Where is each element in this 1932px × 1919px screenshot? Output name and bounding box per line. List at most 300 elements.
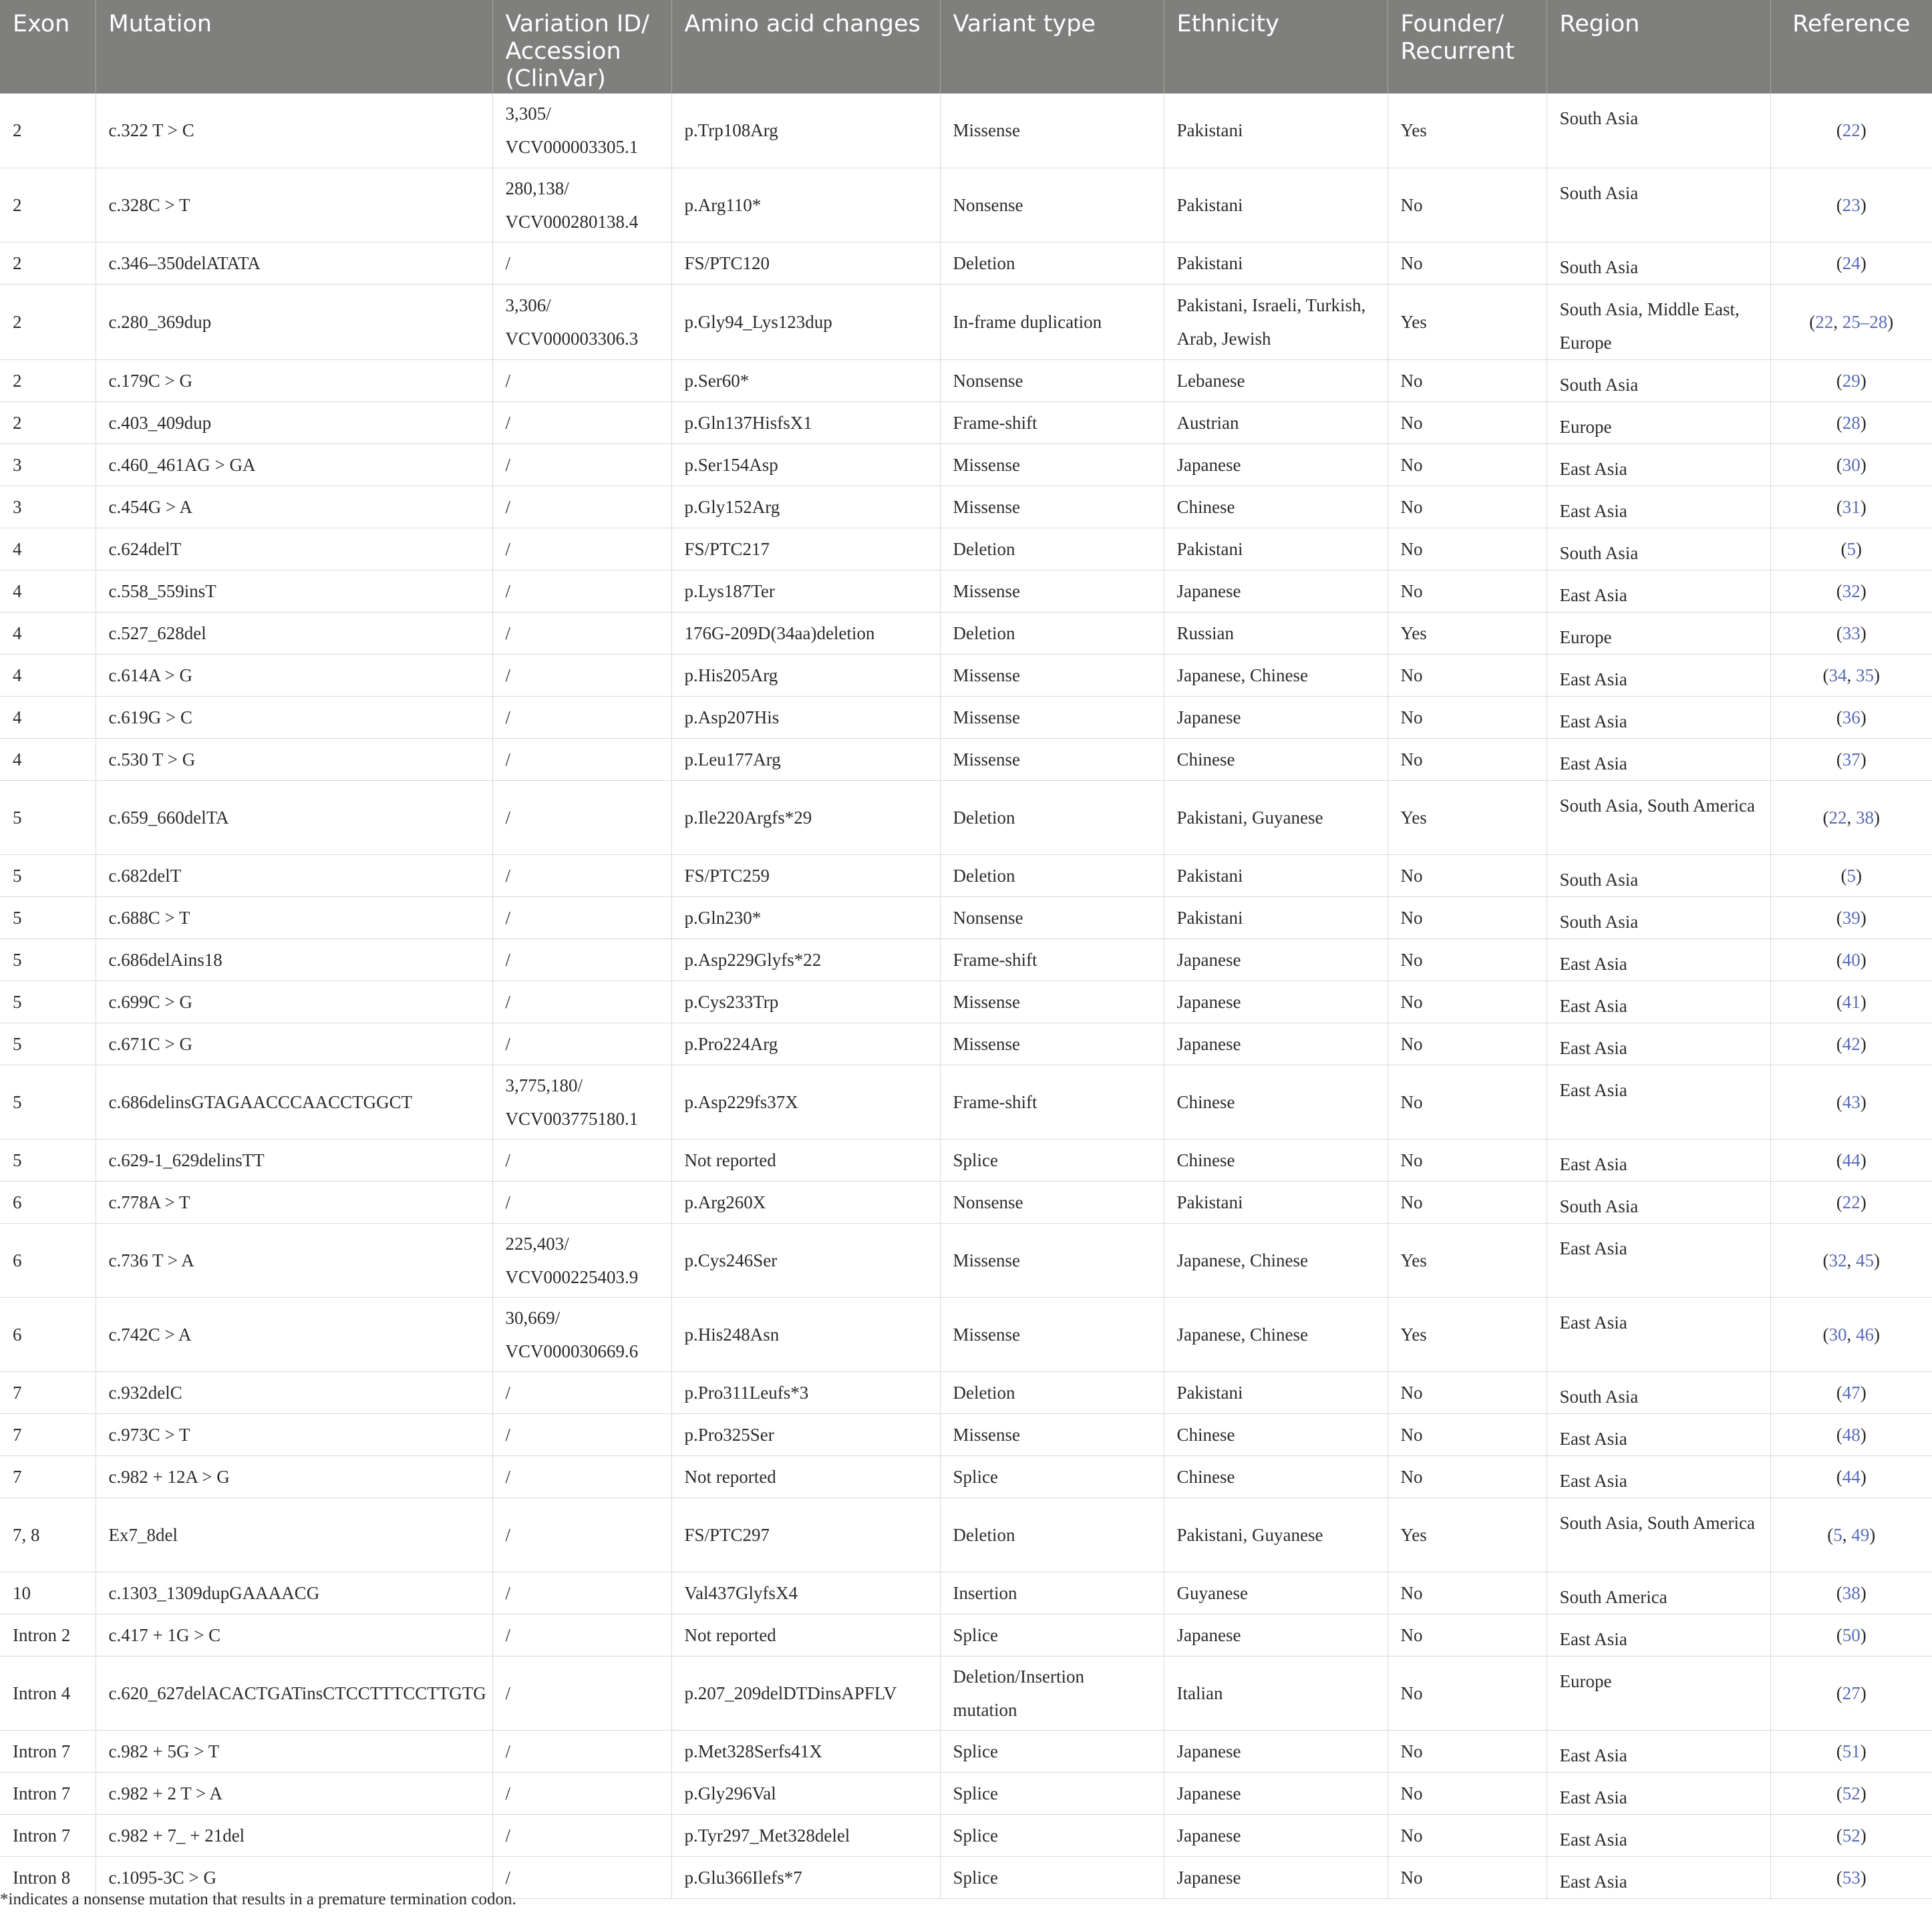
header-variation-id: Variation ID/ Accession (ClinVar) [492, 0, 671, 94]
cell-variant-type: Insertion [940, 1572, 1164, 1614]
cell-variation-id: / [492, 1572, 671, 1614]
cell-founder-recurrent: No [1388, 1814, 1547, 1856]
reference-open-paren: ( [1836, 949, 1842, 970]
reference-open-paren: ( [1836, 991, 1842, 1012]
cell-amino-acid-change: FS/PTC259 [671, 854, 940, 896]
reference-close-paren: ) [1860, 749, 1867, 769]
cell-region: East Asia [1547, 1772, 1770, 1814]
reference-open-paren: ( [1836, 1624, 1842, 1645]
cell-founder-recurrent: Yes [1388, 284, 1547, 359]
cell-mutation: c.1303_1309dupGAAAACG [96, 1572, 492, 1614]
cell-reference [1770, 486, 1932, 528]
reference-open-paren: ( [1836, 496, 1842, 517]
table-row [0, 981, 1932, 1023]
cell-variant-type: Missense [940, 1023, 1164, 1065]
cell-founder-recurrent: Yes [1388, 1223, 1547, 1297]
reference-open-paren: ( [1809, 311, 1816, 332]
cell-exon: 5 [0, 938, 96, 981]
cell-ethnicity: Japanese [1164, 938, 1388, 981]
table-row [0, 1413, 1932, 1455]
cell-mutation: Ex7_8del [96, 1498, 492, 1572]
table-row [0, 1223, 1932, 1297]
cell-variation-id: 3,775,180/ VCV003775180.1 [492, 1065, 671, 1139]
reference-separator: , [1842, 1524, 1852, 1545]
reference-link[interactable]: 52 [1842, 1783, 1861, 1803]
cell-amino-acid-change: p.Tyr297_Met328delel [671, 1814, 940, 1856]
cell-variation-id: / [492, 242, 671, 284]
reference-open-paren: ( [1836, 1867, 1842, 1888]
cell-variant-type: Nonsense [940, 896, 1164, 938]
reference-link[interactable]: 35 [1856, 665, 1874, 685]
cell-reference [1770, 284, 1932, 359]
reference-link[interactable]: 30 [1828, 1324, 1847, 1345]
cell-ethnicity: Pakistani, Guyanese [1164, 1498, 1388, 1572]
cell-variant-type: Missense [940, 1297, 1164, 1371]
cell-variant-type: Deletion [940, 612, 1164, 654]
cell-variant-type: Splice [940, 1455, 1164, 1498]
cell-amino-acid-change: 176G-209D(34aa)deletion [671, 612, 940, 654]
reference-close-paren: ) [1860, 252, 1867, 273]
header-amino-acid-changes: Amino acid changes [671, 0, 940, 94]
cell-amino-acid-change: Not reported [671, 1455, 940, 1498]
cell-mutation: c.686delinsGTAGAACCCAACCTGGCT [96, 1065, 492, 1139]
table-row [0, 528, 1932, 570]
cell-exon: 2 [0, 168, 96, 242]
reference-close-paren: ) [1874, 665, 1880, 685]
reference-link[interactable]: 22 [1842, 1192, 1861, 1212]
cell-variant-type: Splice [940, 1856, 1164, 1898]
cell-ethnicity: Chinese [1164, 1139, 1388, 1181]
table-row [0, 738, 1932, 780]
cell-founder-recurrent: No [1388, 981, 1547, 1023]
table-row [0, 1498, 1932, 1572]
table-row [0, 401, 1932, 444]
cell-exon: 7 [0, 1371, 96, 1413]
reference-link[interactable]: 48 [1842, 1424, 1861, 1445]
cell-region: South Asia, Middle East, Europe [1547, 284, 1770, 359]
cell-mutation: c.671C > G [96, 1023, 492, 1065]
cell-mutation: c.558_559insT [96, 570, 492, 612]
table-row [0, 1614, 1932, 1656]
cell-founder-recurrent: Yes [1388, 612, 1547, 654]
reference-separator: , [1846, 665, 1856, 685]
cell-variant-type: Splice [940, 1614, 1164, 1656]
cell-mutation: c.346–350delATATA [96, 242, 492, 284]
cell-mutation: c.620_627delACACTGATinsCTCCTTTCCTTGTG [96, 1656, 492, 1730]
reference-close-paren: ) [1856, 865, 1862, 886]
reference-close-paren: ) [1874, 1250, 1880, 1270]
reference-open-paren: ( [1836, 749, 1842, 769]
table-row [0, 1455, 1932, 1498]
cell-founder-recurrent: No [1388, 359, 1547, 401]
cell-founder-recurrent: No [1388, 1656, 1547, 1730]
cell-variant-type: Splice [940, 1730, 1164, 1772]
cell-exon: 5 [0, 854, 96, 896]
reference-open-paren: ( [1836, 412, 1842, 433]
cell-amino-acid-change: FS/PTC120 [671, 242, 940, 284]
reference-close-paren: ) [1860, 1867, 1867, 1888]
cell-amino-acid-change: p.Glu366Ilefs*7 [671, 1856, 940, 1898]
cell-region: Europe [1547, 612, 1770, 654]
cell-reference [1770, 854, 1932, 896]
cell-ethnicity: Japanese [1164, 1023, 1388, 1065]
cell-variation-id: / [492, 401, 671, 444]
cell-founder-recurrent: No [1388, 528, 1547, 570]
cell-variation-id: / [492, 854, 671, 896]
table-row [0, 938, 1932, 981]
cell-founder-recurrent: Yes [1388, 1297, 1547, 1371]
cell-amino-acid-change: p.Gln137HisfsX1 [671, 401, 940, 444]
cell-exon: 4 [0, 654, 96, 696]
reference-open-paren: ( [1836, 1683, 1842, 1703]
cell-variation-id: 280,138/ VCV000280138.4 [492, 168, 671, 242]
cell-reference [1770, 1614, 1932, 1656]
reference-close-paren: ) [1869, 1524, 1876, 1545]
cell-variation-id: / [492, 738, 671, 780]
cell-ethnicity: Japanese [1164, 1730, 1388, 1772]
cell-ethnicity: Japanese [1164, 444, 1388, 486]
cell-ethnicity: Pakistani [1164, 854, 1388, 896]
reference-close-paren: ) [1860, 1382, 1867, 1403]
reference-link[interactable]: 24 [1842, 252, 1861, 273]
cell-reference [1770, 780, 1932, 854]
cell-variation-id: / [492, 1772, 671, 1814]
cell-mutation: c.403_409dup [96, 401, 492, 444]
cell-founder-recurrent: No [1388, 1413, 1547, 1455]
cell-region: Europe [1547, 1656, 1770, 1730]
cell-variation-id: / [492, 1181, 671, 1223]
cell-variant-type: Deletion [940, 1498, 1164, 1572]
cell-reference [1770, 1772, 1932, 1814]
cell-variant-type: Missense [940, 1223, 1164, 1297]
cell-mutation: c.688C > T [96, 896, 492, 938]
cell-amino-acid-change: p.Asp207His [671, 696, 940, 738]
cell-reference [1770, 1455, 1932, 1498]
cell-amino-acid-change: p.207_209delDTDinsAPFLV [671, 1656, 940, 1730]
cell-variant-type: Splice [940, 1139, 1164, 1181]
reference-close-paren: ) [1860, 1150, 1867, 1170]
cell-reference [1770, 1297, 1932, 1371]
reference-open-paren: ( [1822, 1250, 1829, 1270]
cell-region: East Asia [1547, 1814, 1770, 1856]
reference-link[interactable]: 37 [1842, 749, 1861, 769]
cell-founder-recurrent: No [1388, 1181, 1547, 1223]
cell-amino-acid-change: p.Ser154Asp [671, 444, 940, 486]
cell-mutation: c.736 T > A [96, 1223, 492, 1297]
cell-founder-recurrent: Yes [1388, 780, 1547, 854]
reference-close-paren: ) [1860, 1783, 1867, 1803]
reference-link[interactable]: 5 [1846, 865, 1856, 886]
table-row [0, 284, 1932, 359]
cell-region: East Asia [1547, 738, 1770, 780]
reference-open-paren: ( [1836, 1466, 1842, 1487]
cell-variant-type: Nonsense [940, 1181, 1164, 1223]
cell-amino-acid-change: p.Arg260X [671, 1181, 940, 1223]
reference-open-paren: ( [1836, 1582, 1842, 1603]
cell-region: East Asia [1547, 486, 1770, 528]
cell-amino-acid-change: p.Cys246Ser [671, 1223, 940, 1297]
cell-founder-recurrent: No [1388, 1371, 1547, 1413]
reference-link[interactable]: 44 [1842, 1150, 1861, 1170]
cell-variation-id: / [492, 938, 671, 981]
reference-link[interactable]: 38 [1842, 1582, 1861, 1603]
reference-link[interactable]: 41 [1842, 991, 1861, 1012]
table-row [0, 654, 1932, 696]
reference-separator: , [1833, 311, 1842, 332]
cell-region: South Asia, South America [1547, 780, 1770, 854]
cell-exon: 6 [0, 1297, 96, 1371]
reference-open-paren: ( [1822, 807, 1829, 828]
cell-region: East Asia [1547, 981, 1770, 1023]
cell-region: East Asia [1547, 1297, 1770, 1371]
reference-link[interactable]: 42 [1842, 1033, 1861, 1054]
cell-ethnicity: Chinese [1164, 1413, 1388, 1455]
reference-open-paren: ( [1822, 665, 1829, 685]
table-row [0, 1814, 1932, 1856]
cell-ethnicity: Pakistani [1164, 168, 1388, 242]
cell-variation-id: / [492, 1730, 671, 1772]
cell-exon: 2 [0, 94, 96, 168]
cell-reference [1770, 1181, 1932, 1223]
header-variant-type: Variant type [940, 0, 1164, 94]
cell-founder-recurrent: Yes [1388, 1498, 1547, 1572]
cell-mutation: c.742C > A [96, 1297, 492, 1371]
reference-separator: , [1846, 807, 1856, 828]
cell-founder-recurrent: No [1388, 1455, 1547, 1498]
reference-open-paren: ( [1840, 538, 1847, 559]
cell-reference [1770, 444, 1932, 486]
cell-variant-type: Missense [940, 654, 1164, 696]
cell-exon: 7 [0, 1413, 96, 1455]
cell-founder-recurrent: No [1388, 696, 1547, 738]
cell-variant-type: Deletion/Insertion mutation [940, 1656, 1164, 1730]
cell-reference [1770, 738, 1932, 780]
cell-exon: Intron 2 [0, 1614, 96, 1656]
table-row [0, 780, 1932, 854]
reference-open-paren: ( [1836, 1033, 1842, 1054]
reference-open-paren: ( [1822, 1324, 1829, 1345]
cell-mutation: c.1095-3C > G [96, 1856, 492, 1898]
cell-exon: 2 [0, 359, 96, 401]
cell-variation-id: / [492, 570, 671, 612]
reference-link[interactable]: 39 [1842, 907, 1861, 928]
cell-reference [1770, 696, 1932, 738]
cell-amino-acid-change: p.Trp108Arg [671, 94, 940, 168]
cell-variant-type: Missense [940, 486, 1164, 528]
reference-separator: , [1846, 1250, 1856, 1270]
cell-variation-id: 225,403/ VCV000225403.9 [492, 1223, 671, 1297]
reference-close-paren: ) [1860, 991, 1867, 1012]
cell-ethnicity: Pakistani [1164, 242, 1388, 284]
reference-close-paren: ) [1860, 454, 1867, 475]
reference-link[interactable]: 29 [1842, 370, 1861, 391]
cell-reference [1770, 1413, 1932, 1455]
reference-link[interactable]: 34 [1828, 665, 1847, 685]
cell-reference [1770, 401, 1932, 444]
cell-exon: Intron 7 [0, 1814, 96, 1856]
reference-link[interactable]: 49 [1851, 1524, 1870, 1545]
reference-close-paren: ) [1860, 1624, 1867, 1645]
cell-founder-recurrent: No [1388, 1139, 1547, 1181]
cell-reference [1770, 1730, 1932, 1772]
cell-exon: Intron 4 [0, 1656, 96, 1730]
cell-amino-acid-change: Not reported [671, 1614, 940, 1656]
reference-link[interactable]: 31 [1842, 496, 1861, 517]
cell-ethnicity: Japanese [1164, 1856, 1388, 1898]
cell-exon: 5 [0, 780, 96, 854]
cell-variant-type: Deletion [940, 780, 1164, 854]
reference-link[interactable]: 36 [1842, 707, 1861, 727]
reference-link[interactable]: 30 [1842, 454, 1861, 475]
cell-region: East Asia [1547, 1223, 1770, 1297]
cell-amino-acid-change: Not reported [671, 1139, 940, 1181]
cell-mutation: c.624delT [96, 528, 492, 570]
cell-reference [1770, 168, 1932, 242]
cell-region: East Asia [1547, 1413, 1770, 1455]
reference-link[interactable]: 47 [1842, 1382, 1861, 1403]
cell-variation-id: / [492, 1656, 671, 1730]
reference-link[interactable]: 25–28 [1842, 311, 1888, 332]
cell-ethnicity: Chinese [1164, 1065, 1388, 1139]
cell-variation-id: / [492, 1371, 671, 1413]
cell-region: South Asia [1547, 896, 1770, 938]
reference-close-paren: ) [1860, 194, 1867, 215]
cell-mutation: c.699C > G [96, 981, 492, 1023]
reference-close-paren: ) [1860, 1091, 1867, 1112]
reference-open-paren: ( [1836, 120, 1842, 141]
cell-ethnicity: Japanese, Chinese [1164, 1223, 1388, 1297]
cell-variant-type: Missense [940, 1413, 1164, 1455]
table-row [0, 1297, 1932, 1371]
reference-link[interactable]: 28 [1842, 412, 1861, 433]
cell-exon: 5 [0, 981, 96, 1023]
cell-variant-type: Deletion [940, 242, 1164, 284]
table-row [0, 1181, 1932, 1223]
reference-link[interactable]: 46 [1856, 1324, 1874, 1345]
cell-mutation: c.530 T > G [96, 738, 492, 780]
cell-region: East Asia [1547, 444, 1770, 486]
reference-close-paren: ) [1860, 580, 1867, 601]
cell-reference [1770, 938, 1932, 981]
reference-close-paren: ) [1874, 807, 1880, 828]
cell-variation-id: / [492, 780, 671, 854]
header-row [0, 0, 1932, 94]
cell-ethnicity: Austrian [1164, 401, 1388, 444]
cell-amino-acid-change: p.Gly94_Lys123dup [671, 284, 940, 359]
cell-founder-recurrent: No [1388, 401, 1547, 444]
reference-open-paren: ( [1827, 1524, 1834, 1545]
cell-exon: 5 [0, 1139, 96, 1181]
reference-open-paren: ( [1836, 1424, 1842, 1445]
reference-open-paren: ( [1836, 623, 1842, 643]
reference-separator: , [1846, 1324, 1856, 1345]
reference-close-paren: ) [1860, 1741, 1867, 1761]
header-mutation: Mutation [96, 0, 492, 94]
reference-close-paren: ) [1860, 1192, 1867, 1212]
cell-founder-recurrent: No [1388, 654, 1547, 696]
cell-exon: 4 [0, 612, 96, 654]
reference-link[interactable]: 51 [1842, 1741, 1861, 1761]
reference-close-paren: ) [1860, 949, 1867, 970]
reference-open-paren: ( [1836, 1091, 1842, 1112]
cell-exon: 10 [0, 1572, 96, 1614]
cell-variant-type: Nonsense [940, 359, 1164, 401]
reference-link[interactable]: 5 [1846, 538, 1856, 559]
reference-open-paren: ( [1836, 1382, 1842, 1403]
table-row [0, 1730, 1932, 1772]
reference-link[interactable]: 22 [1842, 120, 1861, 141]
reference-link[interactable]: 23 [1842, 194, 1861, 215]
reference-close-paren: ) [1860, 1683, 1867, 1703]
reference-link[interactable]: 22 [1815, 311, 1834, 332]
cell-variant-type: Frame-shift [940, 938, 1164, 981]
reference-link[interactable]: 27 [1842, 1683, 1861, 1703]
cell-exon: 2 [0, 284, 96, 359]
cell-ethnicity: Guyanese [1164, 1572, 1388, 1614]
reference-link[interactable]: 52 [1842, 1825, 1861, 1846]
cell-reference [1770, 242, 1932, 284]
reference-link[interactable]: 43 [1842, 1091, 1861, 1112]
reference-link[interactable]: 40 [1842, 949, 1861, 970]
reference-link[interactable]: 5 [1833, 1524, 1842, 1545]
reference-link[interactable]: 32 [1828, 1250, 1847, 1270]
cell-ethnicity: Japanese [1164, 1814, 1388, 1856]
cell-variation-id: / [492, 444, 671, 486]
reference-close-paren: ) [1860, 1424, 1867, 1445]
reference-close-paren: ) [1887, 311, 1894, 332]
reference-link[interactable]: 32 [1842, 580, 1861, 601]
cell-amino-acid-change: FS/PTC297 [671, 1498, 940, 1572]
reference-link[interactable]: 45 [1856, 1250, 1874, 1270]
cell-ethnicity: Pakistani [1164, 1371, 1388, 1413]
cell-region: East Asia [1547, 1455, 1770, 1498]
reference-link[interactable]: 22 [1828, 807, 1847, 828]
reference-link[interactable]: 33 [1842, 623, 1861, 643]
reference-link[interactable]: 38 [1856, 807, 1874, 828]
cell-founder-recurrent: No [1388, 1772, 1547, 1814]
cell-exon: 4 [0, 570, 96, 612]
table-row [0, 896, 1932, 938]
cell-ethnicity: Pakistani, Israeli, Turkish, Arab, Jewish [1164, 284, 1388, 359]
cell-variant-type: Missense [940, 444, 1164, 486]
cell-amino-acid-change: p.Ser60* [671, 359, 940, 401]
cell-variation-id: / [492, 1814, 671, 1856]
cell-exon: 4 [0, 528, 96, 570]
cell-reference [1770, 1656, 1932, 1730]
cell-amino-acid-change: p.His205Arg [671, 654, 940, 696]
cell-founder-recurrent: No [1388, 896, 1547, 938]
reference-link[interactable]: 50 [1842, 1624, 1861, 1645]
header-region: Region [1547, 0, 1770, 94]
cell-amino-acid-change: p.Pro311Leufs*3 [671, 1371, 940, 1413]
cell-variation-id: 30,669/ VCV000030669.6 [492, 1297, 671, 1371]
cell-mutation: c.454G > A [96, 486, 492, 528]
reference-open-paren: ( [1836, 454, 1842, 475]
reference-open-paren: ( [1836, 194, 1842, 215]
reference-link[interactable]: 53 [1842, 1867, 1861, 1888]
cell-founder-recurrent: No [1388, 570, 1547, 612]
cell-reference [1770, 1572, 1932, 1614]
cell-region: Europe [1547, 401, 1770, 444]
reference-close-paren: ) [1860, 120, 1867, 141]
cell-ethnicity: Japanese [1164, 1614, 1388, 1656]
cell-ethnicity: Pakistani [1164, 896, 1388, 938]
cell-region: South Asia [1547, 528, 1770, 570]
reference-link[interactable]: 44 [1842, 1466, 1861, 1487]
cell-reference [1770, 612, 1932, 654]
cell-exon: Intron 7 [0, 1730, 96, 1772]
cell-ethnicity: Russian [1164, 612, 1388, 654]
